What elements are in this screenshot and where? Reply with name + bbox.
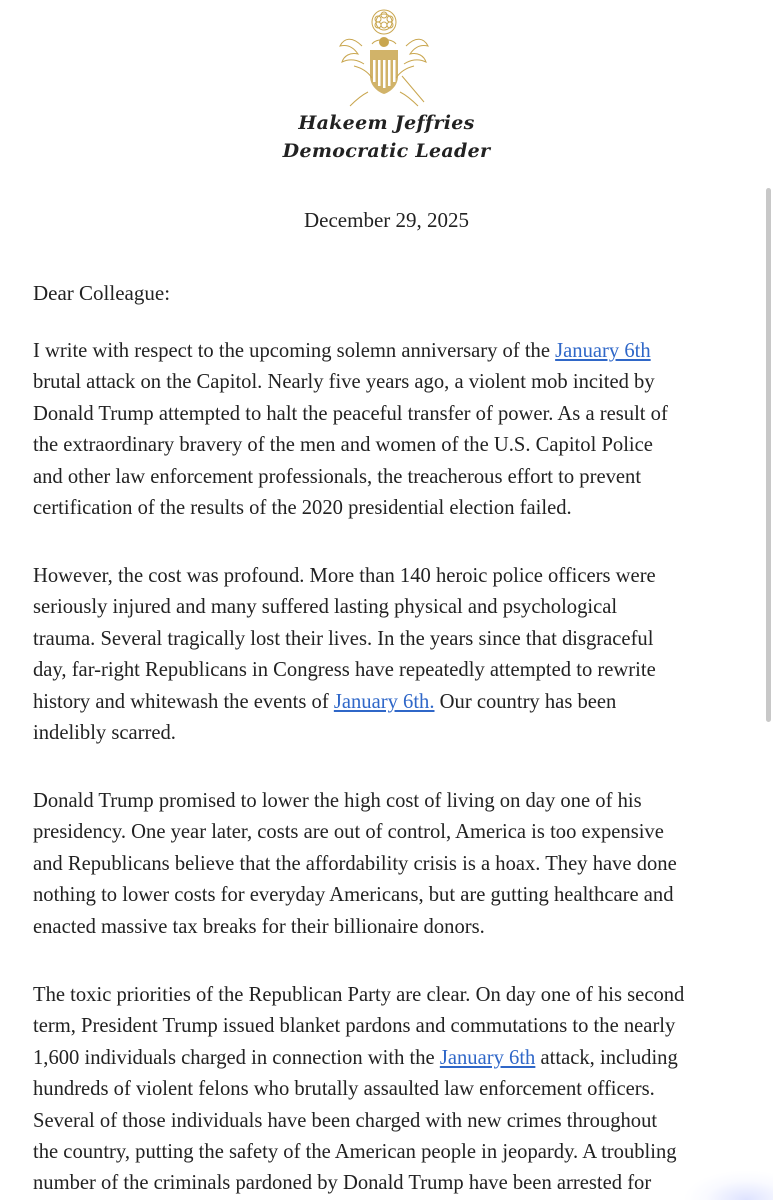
house-seal-eagle-icon	[332, 6, 436, 110]
paragraph-line	[33, 1043, 733, 1074]
letterhead-title: Democratic Leader	[282, 140, 491, 162]
vertical-scrollbar[interactable]	[766, 188, 771, 722]
paragraph-line: enacted massive tax breaks for their billionaire donors.	[33, 915, 485, 938]
paragraph-line: and Republicans believe that the affordability crisis is a hoax. They have done	[33, 852, 677, 875]
paragraph-line: Several of those individuals have been charged with new crimes throughout	[33, 1109, 658, 1132]
paragraph-line: the extraordinary bravery of the men and women of the U.S. Capitol Police	[33, 434, 653, 457]
paragraph-2	[33, 561, 733, 749]
paragraph-4	[33, 980, 733, 1200]
paragraph-line: seriously injured and many suffered lasting physical and psychological	[33, 596, 618, 619]
paragraph-line: trauma. Several tragically lost their lives. In the years since that disgraceful	[33, 627, 654, 650]
paragraph-line: and other law enforcement professionals, the treacherous effort to prevent	[33, 465, 642, 488]
january-6th-link[interactable]: January 6th	[555, 340, 651, 362]
paragraph-line: indelibly scarred.	[33, 722, 176, 745]
paragraph-line: hundreds of violent felons who brutally assaulted law enforcement officers.	[33, 1078, 655, 1101]
paragraph-line	[33, 336, 733, 367]
paragraph-line: number of the criminals pardoned by Donald Trump have been arrested for	[33, 1172, 652, 1195]
paragraph-line	[33, 687, 733, 718]
paragraph-line: brutal attack on the Capitol. Nearly five years ago, a violent mob incited by	[33, 371, 655, 394]
january-6th-link[interactable]: January 6th.	[333, 690, 435, 713]
paragraph-line: certification of the results of the 2020 presidential election failed.	[33, 497, 572, 520]
paragraph-line: Donald Trump promised to lower the high cost of living on day one of his	[33, 790, 642, 812]
paragraph-line: the country, putting the safety of the American people in jeopardy. A troubling	[33, 1141, 677, 1164]
paragraph-line: day, far-right Republicans in Congress have repeatedly attempted to rewrite	[33, 659, 656, 682]
salutation: Dear Colleague:	[33, 281, 171, 305]
paragraph-line: term, President Trump issued blanket pardons and commutations to the nearly	[33, 1015, 676, 1038]
line-text: 1,600 individuals charged in connection with the	[33, 1046, 440, 1069]
paragraph-line: However, the cost was profound. More than 140 heroic police officers were	[33, 565, 656, 587]
paragraph-line: nothing to lower costs for everyday Americans, but are gutting healthcare and	[33, 884, 674, 907]
paragraph-line: Donald Trump attempted to halt the peaceful transfer of power. As a result of	[33, 402, 668, 425]
line-text: history and whitewash the events of	[33, 690, 334, 713]
corner-glow	[683, 1170, 773, 1200]
january-6th-link[interactable]: January 6th	[439, 1046, 536, 1069]
paragraph-line: The toxic priorities of the Republican Party are clear. On day one of his second	[33, 984, 685, 1006]
line-text: attack, including	[535, 1046, 678, 1069]
letter-date: December 29, 2025	[303, 208, 470, 232]
letterhead-name: Hakeem Jeffries	[298, 112, 475, 134]
line-text: Our country has been	[434, 690, 617, 713]
paragraph-3	[33, 786, 733, 943]
paragraph-1	[33, 336, 733, 524]
line-text: I write with respect to the upcoming solemn anniversary of the	[33, 340, 556, 362]
paragraph-line: presidency. One year later, costs are out of control, America is too expensive	[33, 821, 664, 844]
